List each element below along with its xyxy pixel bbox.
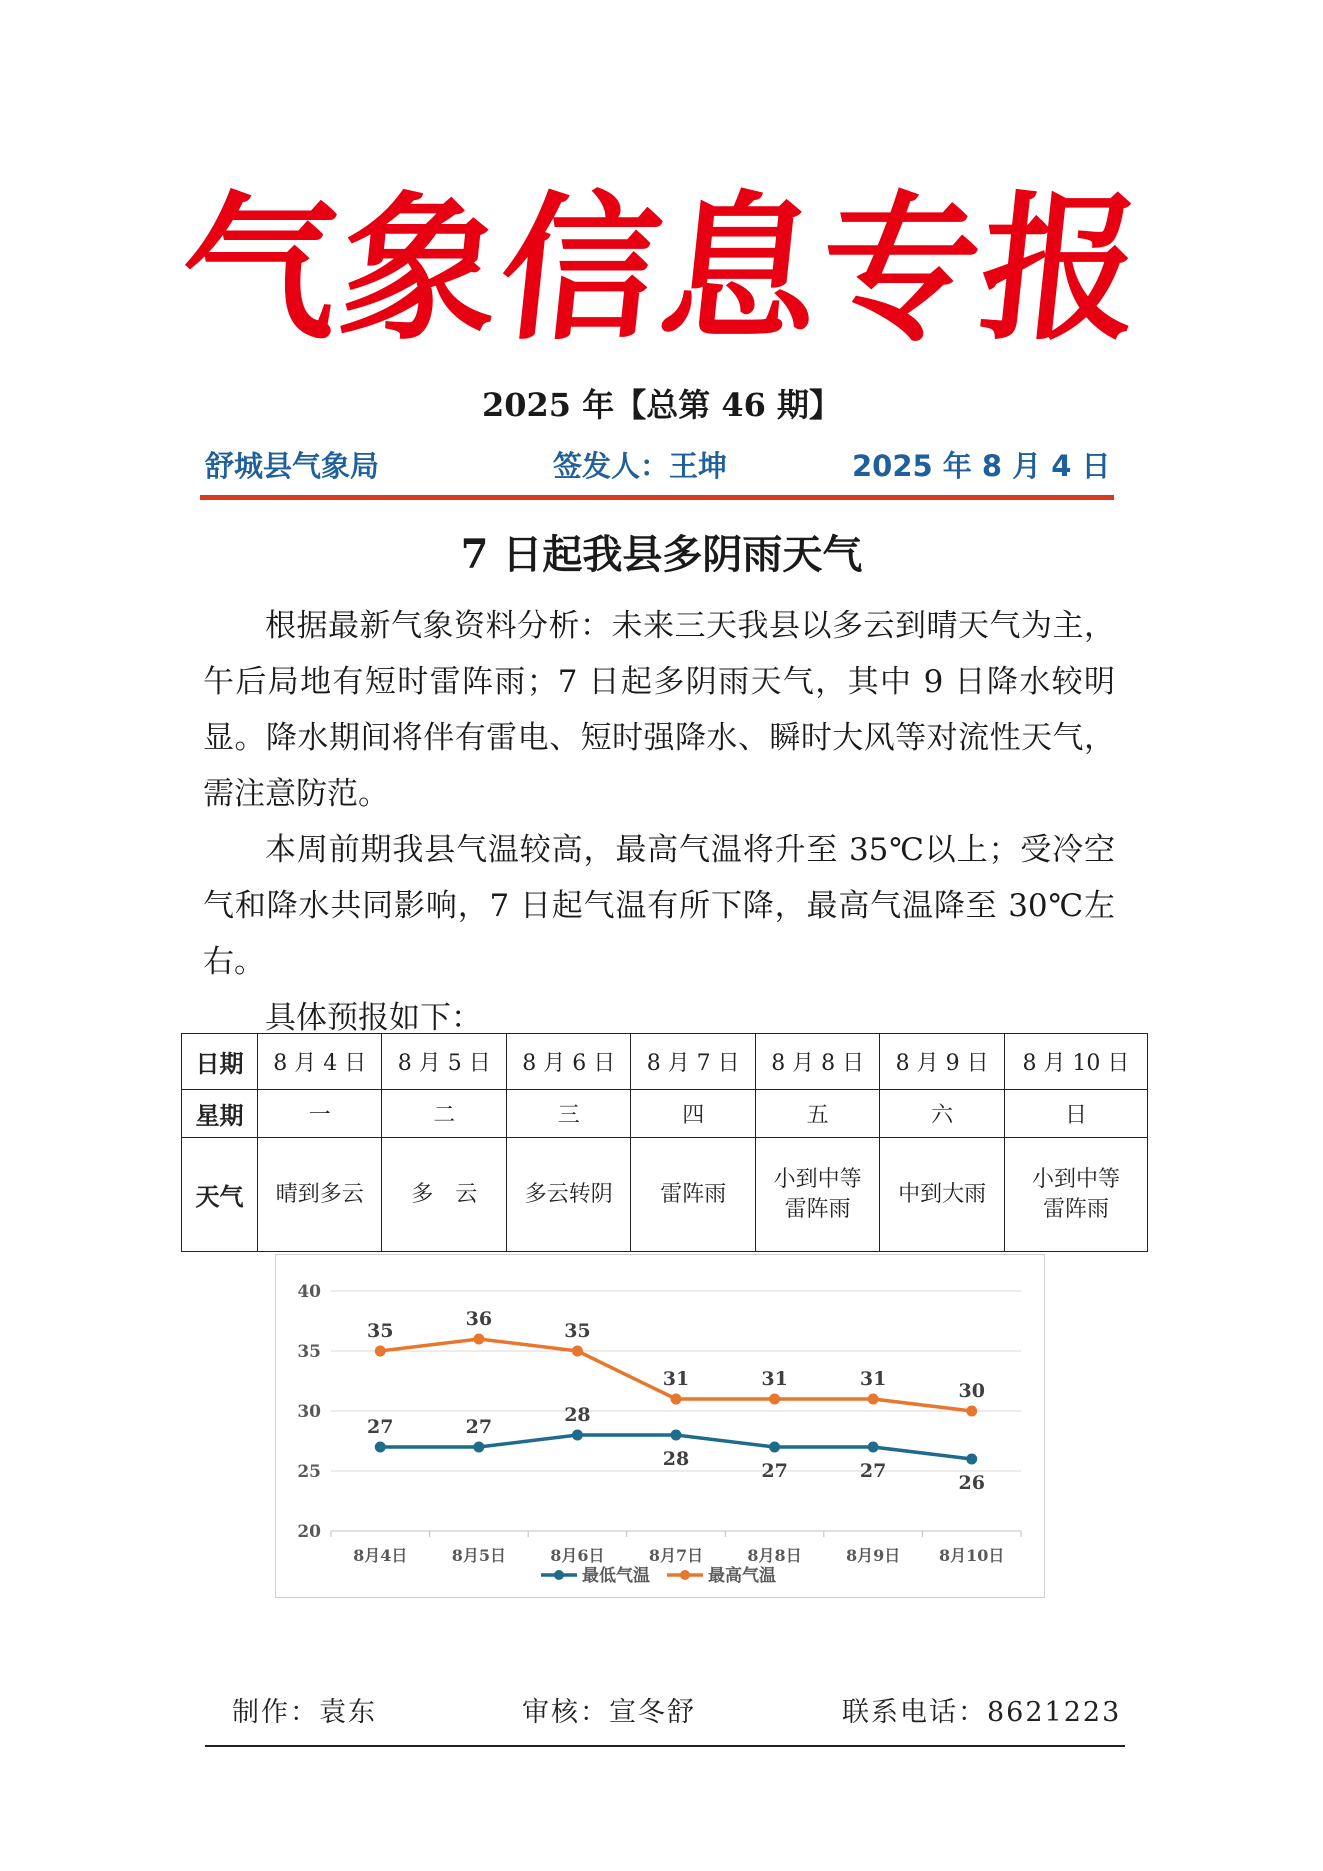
y-tick-label: 30	[297, 1402, 321, 1422]
weather-cell: 小到中等 雷阵雨	[1004, 1138, 1147, 1252]
data-point	[966, 1406, 977, 1417]
data-point	[966, 1454, 977, 1465]
data-label: 30	[958, 1380, 985, 1402]
y-tick-label: 25	[297, 1462, 321, 1482]
x-tick-label: 8月7日	[648, 1546, 704, 1565]
weather-cell: 中到大雨	[880, 1138, 1004, 1252]
footer-reviewer: 审核：宣冬舒	[522, 1697, 696, 1728]
data-label: 27	[859, 1460, 887, 1482]
data-point	[572, 1430, 583, 1441]
paragraph-1: 根据最新气象资料分析：未来三天我县以多云到晴天气为主，午后局地有短时雷阵雨；7 日起多阴雨天气，其中 9 日降水较明显。降水期间将伴有雷电、短时强降水、瞬时大风等对流性天气，需注意防范。	[203, 608, 1115, 812]
weekday-cell: 六	[880, 1090, 1004, 1138]
table-row-weather	[182, 1138, 1148, 1252]
footer-maker: 制作：袁东	[232, 1697, 377, 1728]
weather-cell: 小到中等 雷阵雨	[755, 1138, 879, 1252]
data-point	[473, 1442, 484, 1453]
date-cell: 8 月 8 日	[755, 1034, 879, 1090]
legend-label: 最高气温	[708, 1566, 776, 1586]
weekday-cell: 二	[382, 1090, 506, 1138]
issue-date: 2025 年 8 月 4 日	[852, 449, 1111, 483]
data-label: 26	[958, 1472, 985, 1494]
x-tick-label: 8月6日	[550, 1546, 605, 1565]
weather-cell: 多 云	[382, 1138, 506, 1252]
temperature-chart	[275, 1254, 1045, 1598]
weather-cell: 雷阵雨	[631, 1138, 755, 1252]
table-row-dates	[182, 1034, 1148, 1090]
data-point	[375, 1346, 386, 1357]
data-point	[769, 1394, 780, 1405]
y-tick-label: 20	[297, 1522, 321, 1542]
row-label-date: 日期	[182, 1034, 258, 1090]
date-cell: 8 月 4 日	[258, 1034, 382, 1090]
data-label: 27	[367, 1416, 394, 1438]
temperature-chart-svg	[276, 1255, 1044, 1597]
x-tick-label: 8月5日	[451, 1546, 506, 1565]
data-point	[671, 1394, 682, 1405]
table-row-weekdays	[182, 1090, 1148, 1138]
data-point	[769, 1442, 780, 1453]
data-label: 31	[662, 1368, 690, 1390]
date-cell: 8 月 7 日	[631, 1034, 755, 1090]
masthead-title: 气象信息专报	[171, 177, 1152, 362]
weekday-cell: 日	[1004, 1090, 1147, 1138]
y-tick-label: 40	[297, 1282, 321, 1302]
y-tick-label: 35	[297, 1342, 321, 1362]
data-point	[572, 1346, 583, 1357]
data-point	[868, 1394, 879, 1405]
data-point	[375, 1442, 386, 1453]
data-label: 35	[564, 1320, 591, 1342]
weekday-cell: 一	[258, 1090, 382, 1138]
data-label: 31	[859, 1368, 887, 1390]
weekday-cell: 四	[631, 1090, 755, 1138]
row-label-weekday: 星期	[182, 1090, 258, 1138]
issue-number: 2025 年【总第 46 期】	[481, 386, 842, 424]
footer-divider	[205, 1745, 1125, 1747]
x-tick-label: 8月9日	[846, 1546, 901, 1565]
legend-marker	[554, 1570, 564, 1580]
date-cell: 8 月 9 日	[880, 1034, 1004, 1090]
x-tick-label: 8月10日	[939, 1546, 1005, 1565]
issuing-office: 舒城县气象局	[205, 449, 380, 483]
data-label: 28	[564, 1404, 591, 1426]
date-cell: 8 月 5 日	[382, 1034, 506, 1090]
data-label: 27	[465, 1416, 493, 1438]
row-label-weather: 天气	[182, 1138, 258, 1252]
paragraph-3: 具体预报如下：	[265, 1000, 482, 1036]
forecast-table	[181, 1033, 1148, 1252]
paragraph-2: 本周前期我县气温较高，最高气温将升至 35℃以上；受冷空气和降水共同影响，7 日起气温有所下降，最高气温降至 30℃左右。	[203, 832, 1115, 980]
x-tick-label: 8月4日	[353, 1546, 408, 1565]
signer: 签发人：王坤	[553, 449, 728, 483]
weekday-cell: 五	[755, 1090, 879, 1138]
data-label: 27	[761, 1460, 788, 1482]
legend-label: 最低气温	[582, 1566, 650, 1586]
data-label: 35	[367, 1320, 394, 1342]
weekday-cell: 三	[506, 1090, 630, 1138]
data-label: 36	[465, 1308, 493, 1330]
weather-cell: 多云转阴	[506, 1138, 630, 1252]
legend-marker	[680, 1570, 690, 1580]
date-cell: 8 月 6 日	[506, 1034, 630, 1090]
data-label: 31	[761, 1368, 788, 1390]
weather-cell: 晴到多云	[258, 1138, 382, 1252]
header-divider	[200, 495, 1114, 500]
footer-phone: 联系电话：8621223	[842, 1697, 1122, 1728]
data-point	[868, 1442, 879, 1453]
data-point	[671, 1430, 682, 1441]
x-tick-label: 8月8日	[747, 1546, 802, 1565]
headline: 7 日起我县多阴雨天气	[460, 531, 863, 578]
date-cell: 8 月 10 日	[1004, 1034, 1147, 1090]
data-point	[473, 1334, 484, 1345]
data-label: 28	[662, 1448, 690, 1470]
